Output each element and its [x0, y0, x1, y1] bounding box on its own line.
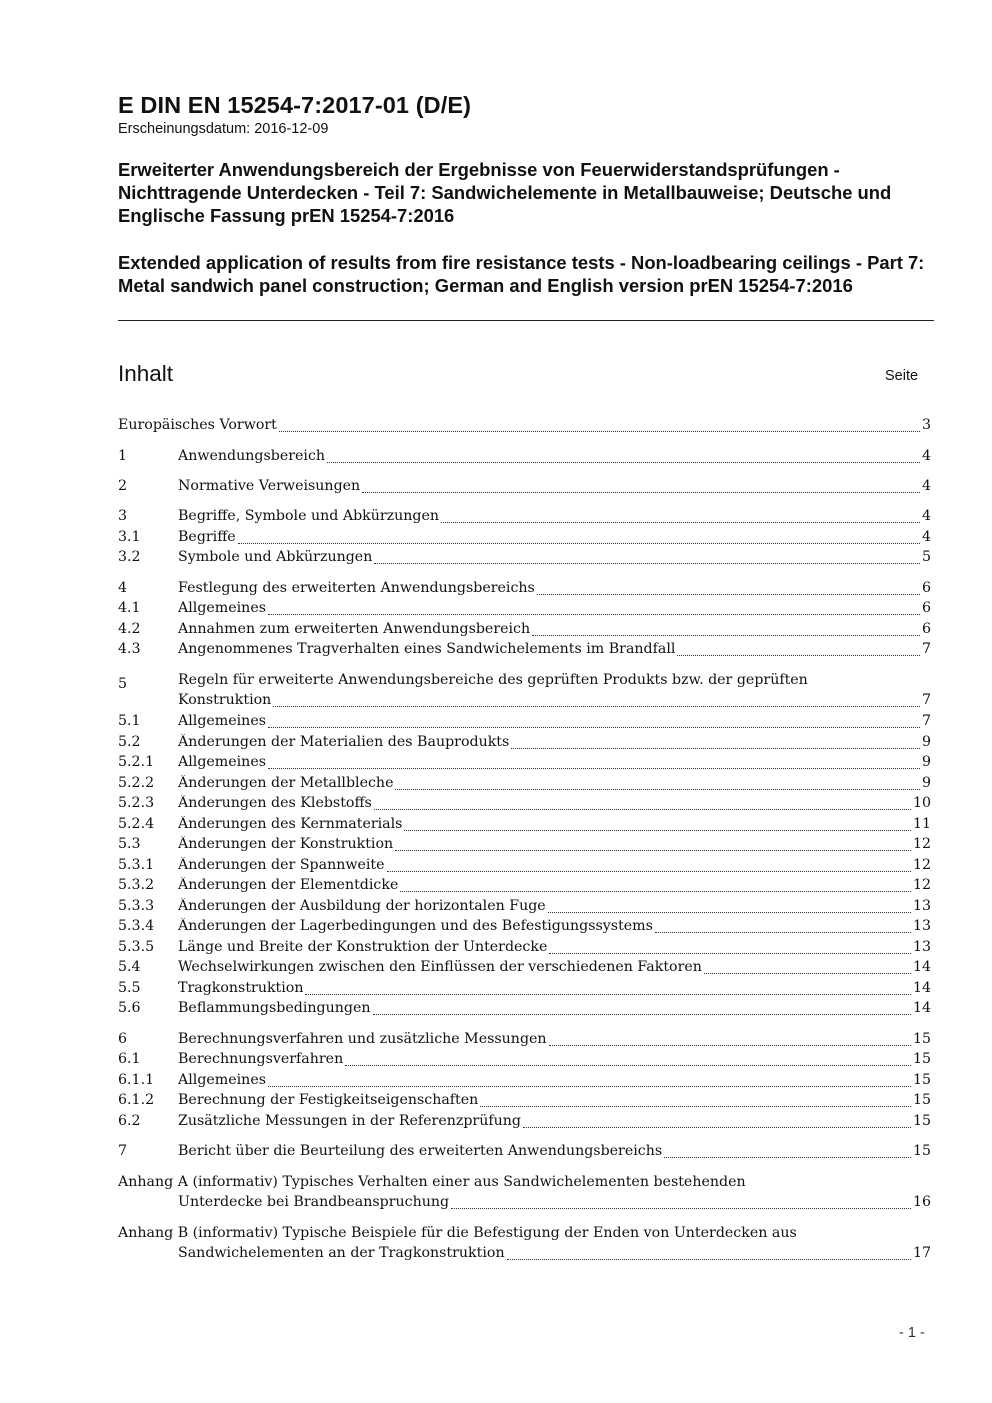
- toc-entry-title: Regeln für erweiterte Anwendungsbereiche des geprüften Produkts bzw. der geprüften: [178, 671, 808, 688]
- toc-entry-page: 13: [912, 898, 931, 914]
- toc-leader-dots: [279, 431, 920, 432]
- toc-entry-title: Länge und Breite der Konstruktion der Unterdecke: [178, 939, 548, 955]
- toc-entry-page: 15: [912, 1072, 931, 1088]
- toc-leader-dots: [268, 727, 920, 728]
- toc-entry-title: Festlegung des erweiterten Anwendungsbereichs: [178, 580, 535, 596]
- toc-entry-page: 7: [921, 692, 931, 708]
- toc-leader-dots: [704, 973, 911, 974]
- toc-entry-page: 15: [912, 1031, 931, 1047]
- toc-entry[interactable]: [118, 754, 931, 774]
- toc-entry[interactable]: [118, 980, 931, 1000]
- toc-entry-number: 5.2: [118, 734, 141, 750]
- toc-entry-page: 12: [912, 836, 931, 852]
- toc-entry[interactable]: [118, 1000, 931, 1020]
- toc-leader-dots: [374, 563, 920, 564]
- toc-entry[interactable]: [118, 795, 931, 815]
- toc-leader-dots: [238, 543, 920, 544]
- toc-leader-dots: [345, 1065, 911, 1066]
- toc-entry[interactable]: [118, 1194, 931, 1214]
- toc-entry-title: Symbole und Abkürzungen: [178, 549, 373, 565]
- toc-entry-number: 6.1: [118, 1051, 141, 1067]
- toc-leader-dots: [507, 1259, 911, 1260]
- toc-entry-title: Annahmen zum erweiterten Anwendungsbereich: [178, 621, 531, 637]
- toc-leader-dots: [511, 748, 920, 749]
- toc-entry-title: Berechnungsverfahren: [178, 1051, 344, 1067]
- toc-entry[interactable]: [118, 816, 931, 836]
- toc-entry-title: Europäisches Vorwort: [118, 417, 277, 433]
- toc-entry-number: 5.2.4: [118, 816, 155, 832]
- toc-entry-page: 11: [912, 816, 931, 832]
- toc-entry-title: Begriffe: [178, 529, 236, 545]
- toc-leader-dots: [395, 850, 911, 851]
- toc-leader-dots: [532, 635, 920, 636]
- toc-entry-number: 3.1: [118, 529, 141, 545]
- toc-entry-number: 1: [118, 448, 128, 464]
- toc-leader-dots: [451, 1208, 911, 1209]
- toc-entry-number: 5.3.2: [118, 877, 155, 893]
- toc-entry-title: Änderungen des Kernmaterials: [178, 816, 403, 832]
- toc-entry[interactable]: [118, 417, 931, 437]
- toc-entry-title: Tragkonstruktion: [178, 980, 304, 996]
- toc-leader-dots: [268, 1086, 911, 1087]
- toc-entry[interactable]: [118, 549, 931, 569]
- toc-entry[interactable]: [118, 734, 931, 754]
- toc-entry-number: 5.6: [118, 1000, 141, 1016]
- toc-entry-title: Änderungen der Konstruktion: [178, 836, 394, 852]
- toc-entry-page: 15: [912, 1092, 931, 1108]
- toc-leader-dots: [373, 1014, 911, 1015]
- toc-entry-page: 7: [921, 713, 931, 729]
- toc-entry-title: Konstruktion: [178, 692, 272, 708]
- toc-entry[interactable]: [118, 600, 931, 620]
- toc-entry-title: Allgemeines: [178, 713, 266, 729]
- publication-date: Erscheinungsdatum: 2016-12-09: [118, 121, 329, 137]
- toc-leader-dots: [549, 953, 911, 954]
- toc-entry[interactable]: [118, 1072, 931, 1092]
- toc-leader-dots: [480, 1106, 911, 1107]
- toc-entry[interactable]: [118, 1143, 931, 1163]
- toc-leader-dots: [327, 462, 920, 463]
- toc-entry-page: 14: [912, 980, 931, 996]
- toc-leader-dots: [655, 932, 911, 933]
- toc-entry-page: 6: [921, 580, 931, 596]
- toc-entry-number: 5.4: [118, 959, 141, 975]
- toc-entry-page: 13: [912, 939, 931, 955]
- toc-entry-page: 9: [921, 734, 931, 750]
- toc-entry-line: [118, 1174, 931, 1194]
- toc-entry-title: Änderungen der Metallbleche: [178, 775, 394, 791]
- toc-entry-title: Anhang B (informativ) Typische Beispiele für die Befestigung der Enden von Unterdecken aus: [118, 1224, 797, 1241]
- toc-leader-dots: [374, 809, 911, 810]
- toc-entry[interactable]: [118, 448, 931, 468]
- toc-entry-title: Anhang A (informativ) Typisches Verhalten einer aus Sandwichelementen bestehenden: [118, 1173, 746, 1190]
- toc-leader-dots: [268, 768, 920, 769]
- toc-entry[interactable]: [118, 713, 931, 733]
- toc-leader-dots: [305, 994, 910, 995]
- toc-entry-line: [118, 672, 931, 692]
- toc-entry-number: 2: [118, 478, 128, 494]
- toc-entry[interactable]: [118, 918, 931, 938]
- toc-entry-title: Allgemeines: [178, 1072, 266, 1088]
- toc-leader-dots: [395, 789, 920, 790]
- toc-entry-title: Änderungen der Lagerbedingungen und des Befestigungssystems: [178, 918, 653, 934]
- toc-leader-dots: [677, 655, 920, 656]
- toc-entry-number: 6: [118, 1031, 128, 1047]
- toc-entry[interactable]: [118, 836, 931, 856]
- toc-entry-page: 15: [912, 1143, 931, 1159]
- toc-entry-page: 16: [912, 1194, 931, 1210]
- page-number: - 1 -: [899, 1325, 925, 1341]
- toc-entry[interactable]: [118, 1051, 931, 1071]
- toc-entry-title: Anwendungsbereich: [178, 448, 326, 464]
- toc-entry-number: 5.3.1: [118, 857, 155, 873]
- toc-entry-page: 5: [921, 549, 931, 565]
- toc-entry-title: Allgemeines: [178, 600, 266, 616]
- toc-entry-title: Änderungen der Materialien des Bauprodukts: [178, 734, 510, 750]
- toc-entry-number: 6.2: [118, 1113, 141, 1129]
- toc-entry[interactable]: [118, 508, 931, 528]
- toc-entry[interactable]: [118, 877, 931, 897]
- toc-entry[interactable]: [118, 641, 931, 661]
- toc-leader-dots: [523, 1127, 911, 1128]
- toc-leader-dots: [273, 706, 920, 707]
- toc-entry-number: 5.3.5: [118, 939, 155, 955]
- toc-leader-dots: [404, 830, 910, 831]
- toc-entry-number: 6.1.2: [118, 1092, 155, 1108]
- toc-entry-number: 7: [118, 1143, 128, 1159]
- toc-leader-dots: [400, 891, 911, 892]
- toc-entry[interactable]: [118, 580, 931, 600]
- toc-leader-dots: [268, 614, 920, 615]
- toc-entry-number: 5.5: [118, 980, 141, 996]
- toc-entry-number: 5.2.3: [118, 795, 155, 811]
- toc-entry-page: 15: [912, 1113, 931, 1129]
- toc-entry[interactable]: [118, 1031, 931, 1051]
- toc-entry[interactable]: [118, 857, 931, 877]
- toc-entry-title: Änderungen der Spannweite: [178, 857, 385, 873]
- toc-entry-page: 12: [912, 877, 931, 893]
- toc-entry-title: Allgemeines: [178, 754, 266, 770]
- toc-entry-title: Berechnungsverfahren und zusätzliche Messungen: [178, 1031, 547, 1047]
- header-divider: [118, 320, 934, 321]
- toc-entry-page: 4: [921, 508, 931, 524]
- toc-entry-title: Begriffe, Symbole und Abkürzungen: [178, 508, 440, 524]
- toc-entry-title: Unterdecke bei Brandbeanspruchung: [178, 1194, 450, 1210]
- toc-entry-title: Beflammungsbedingungen: [178, 1000, 371, 1016]
- toc-entry-title: Änderungen des Klebstoffs: [178, 795, 372, 811]
- toc-entry-page: 15: [912, 1051, 931, 1067]
- document-id: E DIN EN 15254-7:2017-01 (D/E): [118, 92, 472, 118]
- toc-entry-number: 5: [118, 675, 128, 692]
- toc-entry-number: 5.2.1: [118, 754, 155, 770]
- toc-entry[interactable]: [118, 692, 931, 712]
- toc-leader-dots: [441, 522, 920, 523]
- toc-entry-title: Wechselwirkungen zwischen den Einflüssen der verschiedenen Faktoren: [178, 959, 702, 975]
- toc-entry-title: Normative Verweisungen: [178, 478, 361, 494]
- toc-entry-page: 14: [912, 1000, 931, 1016]
- toc-entry[interactable]: [118, 775, 931, 795]
- toc-entry-page: 6: [921, 621, 931, 637]
- toc-entry[interactable]: [118, 1113, 931, 1133]
- toc-entry-number: 5.3.4: [118, 918, 155, 934]
- toc-entry-page: 4: [921, 478, 931, 494]
- toc-entry-title: Zusätzliche Messungen in der Referenzprüfung: [178, 1113, 521, 1129]
- toc-leader-dots: [548, 912, 911, 913]
- toc-leader-dots: [362, 492, 920, 493]
- title-english: Extended application of results from fire resistance tests - Non-loadbearing ceilings - Part 7: Metal sandwich panel construction; German and English version prEN 15254-7:2016: [118, 252, 925, 296]
- toc-leader-dots: [664, 1157, 911, 1158]
- toc-entry-page: 14: [912, 959, 931, 975]
- toc-entry-number: 3: [118, 508, 128, 524]
- title-german: Erweiterter Anwendungsbereich der Ergebnisse von Feuerwiderstandsprüfungen - Nichttragende Unterdecken - Teil 7: Sandwichelemente in Metallbauweise; Deutsche und Englische Fassung prEN 15254-7:2016: [118, 159, 892, 226]
- toc-entry-number: 4.1: [118, 600, 141, 616]
- toc-entry-number: 6.1.1: [118, 1072, 155, 1088]
- toc-entry[interactable]: [118, 1092, 931, 1112]
- toc-entry-number: 4.3: [118, 641, 141, 657]
- toc-entry-number: 5.3.3: [118, 898, 155, 914]
- toc-entry-title: Änderungen der Ausbildung der horizontalen Fuge: [178, 898, 546, 914]
- toc-entry[interactable]: [118, 621, 931, 641]
- toc-page-label: Seite: [885, 368, 919, 384]
- toc-entry-page: 10: [912, 795, 931, 811]
- toc-entry-page: 13: [912, 918, 931, 934]
- toc-entry-page: 17: [912, 1245, 931, 1261]
- toc-entry[interactable]: [118, 478, 931, 498]
- toc-leader-dots: [387, 871, 911, 872]
- toc-entry-number: 5.2.2: [118, 775, 155, 791]
- toc-entry-title: Berechnung der Festigkeitseigenschaften: [178, 1092, 479, 1108]
- toc-entry-number: 4: [118, 580, 128, 596]
- toc-entry[interactable]: [118, 939, 931, 959]
- toc-entry-title: Angenommenes Tragverhalten eines Sandwichelements im Brandfall: [178, 641, 676, 657]
- toc-entry-page: 9: [921, 775, 931, 791]
- toc-entry-number: 3.2: [118, 549, 141, 565]
- toc-entry-number: 5.3: [118, 836, 141, 852]
- toc-entry-page: 9: [921, 754, 931, 770]
- toc-heading: Inhalt: [118, 361, 174, 386]
- toc-entry-number: 5.1: [118, 713, 141, 729]
- toc-leader-dots: [549, 1045, 911, 1046]
- toc-entry-title: Sandwichelementen an der Tragkonstruktion: [178, 1245, 505, 1261]
- toc-entry[interactable]: [118, 959, 931, 979]
- toc-entry-title: Bericht über die Beurteilung des erweiterten Anwendungsbereichs: [178, 1143, 663, 1159]
- toc-entry-page: 12: [912, 857, 931, 873]
- toc-entry-page: 6: [921, 600, 931, 616]
- toc-entry-page: 7: [921, 641, 931, 657]
- toc-entry-page: 4: [921, 529, 931, 545]
- toc-entry-title: Änderungen der Elementdicke: [178, 877, 399, 893]
- toc-entry-line: [118, 1225, 931, 1245]
- toc-entry-number: 4.2: [118, 621, 141, 637]
- toc-entry[interactable]: [118, 1245, 931, 1265]
- toc-entry-page: 3: [921, 417, 931, 433]
- toc-entry[interactable]: [118, 898, 931, 918]
- toc-entry[interactable]: [118, 529, 931, 549]
- toc-entry-page: 4: [921, 448, 931, 464]
- toc-leader-dots: [537, 594, 920, 595]
